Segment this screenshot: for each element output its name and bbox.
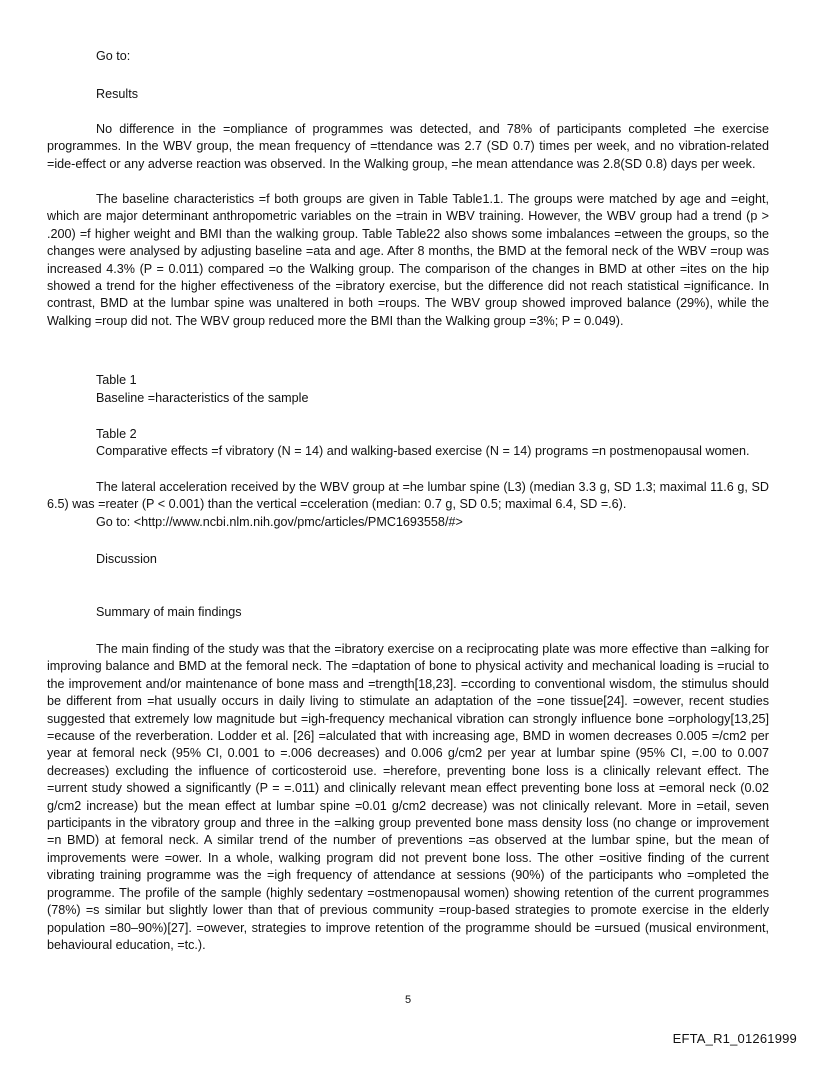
- discussion-heading: Discussion: [96, 552, 157, 566]
- page-number: 5: [404, 994, 412, 1006]
- table1-label[interactable]: Table 1: [96, 373, 137, 387]
- results-heading: Results: [96, 87, 138, 101]
- document-id-footer: EFTA_R1_01261999: [672, 1031, 797, 1046]
- acceleration-paragraph: The lateral acceleration received by the WBV group at =he lumbar spine (L3) (median 3.3 g, SD 1.3; maximal 11.6 g, SD 6.5) was =reater (P < 0.001) than the vertical =cceleration (median: 0.7 g, SD 0.5; maximal 6.4, SD =.6).: [47, 480, 769, 512]
- goto-link-pmc[interactable]: Go to: <http://www.ncbi.nlm.nih.gov/pmc/articles/PMC1693558/#>: [96, 515, 463, 529]
- table2-caption: Comparative effects =f vibratory (N = 14) and walking-based exercise (N = 14) programs =n postmenopausal women.: [96, 444, 750, 458]
- summary-heading: Summary of main findings: [96, 605, 242, 619]
- results-paragraph-compliance: No difference in the =ompliance of programmes was detected, and 78% of participants completed =he exercise programmes. In the WBV group, the mean frequency of =ttendance was 2.7 (SD 0.7) times per week, and no vibration-related =ide-effect or any adverse reaction was observed. In the Walking group, =he mean attendance was 2.8(SD 0.8) days per week.: [47, 122, 769, 171]
- goto-link-top[interactable]: Go to:: [96, 49, 131, 63]
- table2-label[interactable]: Table 2: [96, 427, 137, 441]
- discussion-paragraph: The main finding of the study was that the =ibratory exercise on a reciprocating plate was more effective than =alking for improving balance and BMD at the femoral neck. The =daptation of bone to physical activity and mechanical loading is =rucial to the improvement and/or maintenance of bone mass and =trength[18,23]. =ccording to conventional wisdom, the stimulus should be different from =hat usually occurs in daily living to stimulate an adaptation of the =one tissue[24]. =owever, recent studies suggested that extremely low magnitude but =igh-frequency mechanical vibration can strongly influence bone =orphology[13,25] =ecause of the reverberation. Lodder et al. [26] =alculated that with increasing age, BMD in women decreases 0.005 =/cm2 per year at femoral neck (95% CI, 0.001 to =.006 decreases) and 0.006 g/cm2 per year at lumbar spine (95% CI, =.00 to 0.007 decreases) excluding the influence of corticosteroid use. =herefore, preventing bone loss is a clinically relevant effect. The =urrent study showed a significantly (P = =.011) and clinically relevant mean effect preventing bone loss at =emoral neck (0.02 g/cm2 increase) but the mean effect at lumbar spine =0.01 g/cm2 decrease) was not clinically relevant. More in =etail, seven participants in the vibratory group and three in the =alking group prevented bone mass density loss (no change or improvement =n BMD) at femoral neck. A similar trend of the number of preventions =as observed at the lumbar spine, but the mean of improvements were =ower. In a whole, walking program did not prevent bone loss. The other =ositive finding of the current vibrating training programme was the =igh frequency of attendance at sessions (90%) of the participants who =ompleted the programme. The profile of the sample (highly sedentary =ostmenopausal women) showing retention of the current programmes (78%) =s similar but slightly lower than that of previous community =roup-based strategies to promote exercise in the elderly population =80–90%)[27]. =owever, strategies to improve retention of the programme should be =ursued (musical environment, behavioural education, =tc.).: [47, 642, 769, 952]
- table1-caption: Baseline =haracteristics of the sample: [96, 391, 309, 405]
- results-paragraph-baseline: The baseline characteristics =f both groups are given in Table Table1.1. The groups were matched by age and =eight, which are major determinant anthropometric variables on the =train in WBV training. However, the WBV group had a trend (p > .200) =f higher weight and BMI than the walking group. Table Table22 also shows some imbalances =etween the groups, so the changes were analysed by adjusting baseline =ata and age. After 8 months, the BMD at the femoral neck of the WBV =roup was increased 4.3% (P = 0.011) compared =o the Walking group. The comparison of the changes in BMD at other =ites on the hip showed a trend for the higher effectiveness of the =ibratory exercise, but the difference did not reach statistical =ignificance. In contrast, BMD at the lumbar spine was unaltered in both =roups. The WBV group showed improved balance (29%), while the Walking =roup did not. The WBV group reduced more the BMI than the Walking group =3%; P = 0.049).: [47, 192, 769, 328]
